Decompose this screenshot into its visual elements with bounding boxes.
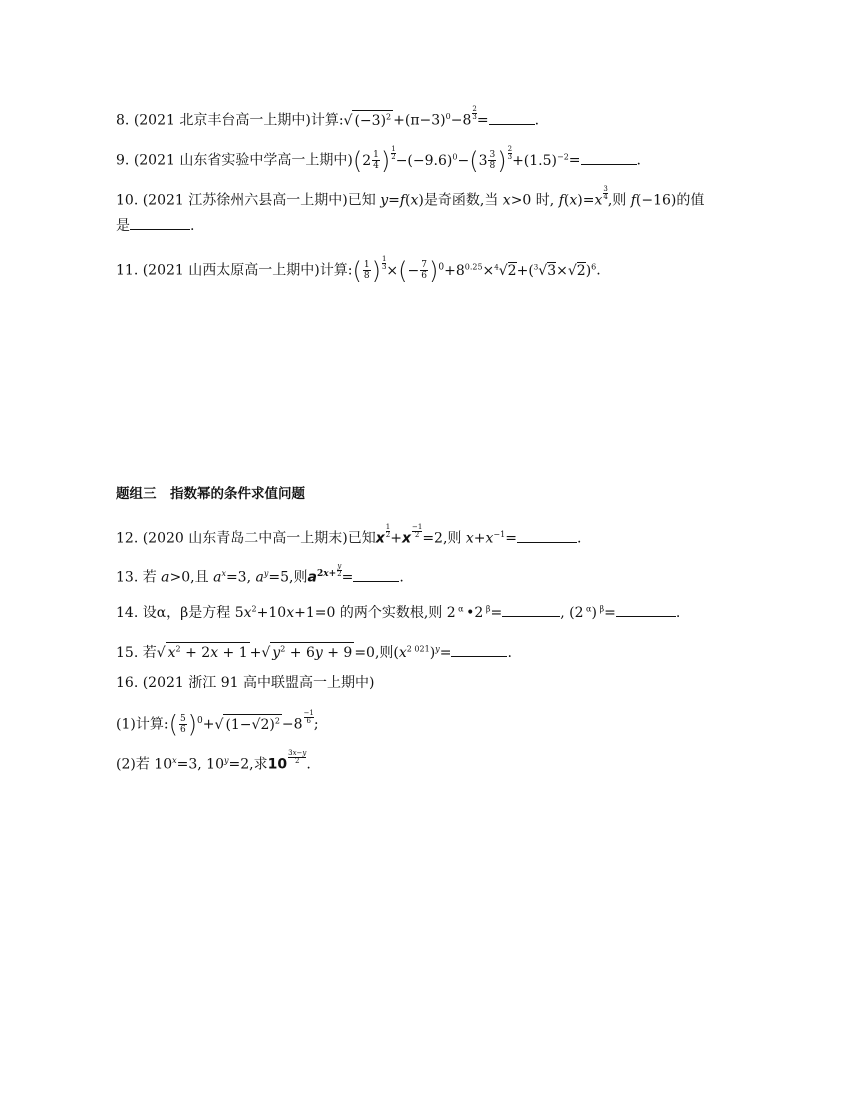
answer-blank <box>489 112 535 125</box>
answer-blank <box>130 217 190 230</box>
problem-number: 14. <box>116 605 139 621</box>
problem-text: 已知 <box>347 192 381 209</box>
problem-source: (2021 山东省实验中学高一上期中) <box>133 152 353 169</box>
problem-text: 已知 <box>347 530 376 547</box>
problem-10: 10. (2021 江苏徐州六县高一上期中)已知 y=f(x)是奇函数,当 x>0 时, f(x)=x $\frac{3}{4}$ ,则 f(−16)的值 <box>116 185 705 209</box>
problem-text: 是 <box>116 218 130 234</box>
problem-text: 计算: <box>310 112 344 129</box>
problem-text: 计算: <box>319 262 353 279</box>
problem-source: (2021 浙江 91 高中联盟高一上期中) <box>142 675 375 691</box>
problem-source: (2021 江苏徐州六县高一上期中) <box>142 192 348 209</box>
math-expression: (2 $\frac{1}{4}$ ) $\frac{1}{2}$ $-(-9.6)^0-(3$ $\frac{3}{8}$ ) $\frac{2}{3}$ $+(1.5)^{-2}$ <box>352 145 569 175</box>
problem-text: 若 <box>142 569 162 586</box>
math-expression: ( $\frac{1}{8}$ ) $\frac{1}{3}$ ×(− $\frac{7}{6}$ )$^0+8^{0.25}\times^4√2+(^3√3\times√2)^6$ <box>352 255 597 285</box>
problem-text: (2)若 <box>116 756 155 773</box>
problem-number: 15. <box>116 645 139 661</box>
answer-blank <box>517 530 577 543</box>
problem-10-line-2: 是 . <box>116 218 195 234</box>
problem-number: 13. <box>116 569 139 586</box>
answer-blank <box>451 644 507 657</box>
problem-15: 15. 若√ $x^2 + 2x + 1$ +√ $y^2 + 6y + 9 =0$,则$(x^{2 021})^y=$ . <box>116 642 512 663</box>
problem-16 <box>116 673 374 693</box>
answer-blank <box>616 604 676 617</box>
answer-blank <box>353 569 399 582</box>
problem-number: 10. <box>116 192 139 209</box>
problem-source: (2021 北京丰台高一上期中) <box>133 112 311 129</box>
problem-11: 11. (2021 山西太原高一上期中)计算:( $\frac{1}{8}$ ) $\frac{1}{3}$ ×(− $\frac{7}{6}$ )$^0+8^{0.25}\times^4√2+(^3√3\times√2)^6$. <box>116 255 601 285</box>
problem-source: (2021 山西太原高一上期中) <box>142 262 320 279</box>
answer-blank <box>581 152 637 165</box>
problem-text: 的值 <box>676 192 705 209</box>
problem-text: ,则 <box>607 192 631 209</box>
problem-text: 是奇函数,当 <box>423 192 503 209</box>
problem-text: 若 <box>142 645 157 661</box>
problem-text: 设α，β是方程 <box>142 605 235 621</box>
problem-number: 16. <box>116 675 139 691</box>
math-expression: √ $(-3)^2$ <box>344 110 394 131</box>
problem-source: (2020 山东青岛二中高一上期末) <box>142 530 348 547</box>
answer-blank <box>502 604 560 617</box>
problem-number: 11. <box>116 262 139 279</box>
problem-13: 13. 若 a>0,且 $a^x=3$, $a^y=5$,则$a^{2x+}$ $\frac{y}{2}$ = . <box>116 562 404 586</box>
problem-16-part-1: (1)计算:( $\frac{5}{6}$ )$^0$+√ $(1-√2)^2 -8$ $\frac{-1}{6}$ ; <box>116 709 319 739</box>
problem-text: 时, <box>535 192 555 209</box>
problem-9: 9. (2021 山东省实验中学高一上期中)(2 $\frac{1}{4}$ ) $\frac{1}{2}$ $-(-9.6)^0-(3$ $\frac{3}{8}$ ) $\frac{2}{3}$ $+(1.5)^{-2}=$ . <box>116 145 641 175</box>
problem-number: 12. <box>116 530 139 547</box>
section-heading: 题组三 指数幂的条件求值问题 <box>116 486 305 502</box>
problem-number: 9. <box>116 152 130 169</box>
problem-16-part-2: (2)若 $10^x=3$, $10^y=2$,求10 $\frac{3x-y}{2}$ . <box>116 749 311 773</box>
problem-8: 8. (2021 北京丰台高一上期中)计算:√ $(-3)^2 +(\pi-3)^0-8$ $\frac{2}{3}$ = . <box>116 105 540 129</box>
problem-12: 12. (2020 山东青岛二中高一上期末)已知x $\frac{1}{2}$ +x $\frac{-1}{2}$ =2,则 $x+x^{-1}=$ . <box>116 523 582 547</box>
problem-number: 8. <box>116 112 130 129</box>
problem-14: 14. 设α，β是方程 $5x^2+10x+1=0$ 的两个实数根,则 2 $^\alpha$ •2 $^\beta$= , (2 $^\alpha$) $^\beta$= . <box>116 604 681 621</box>
problem-text: (1)计算: <box>116 716 169 733</box>
